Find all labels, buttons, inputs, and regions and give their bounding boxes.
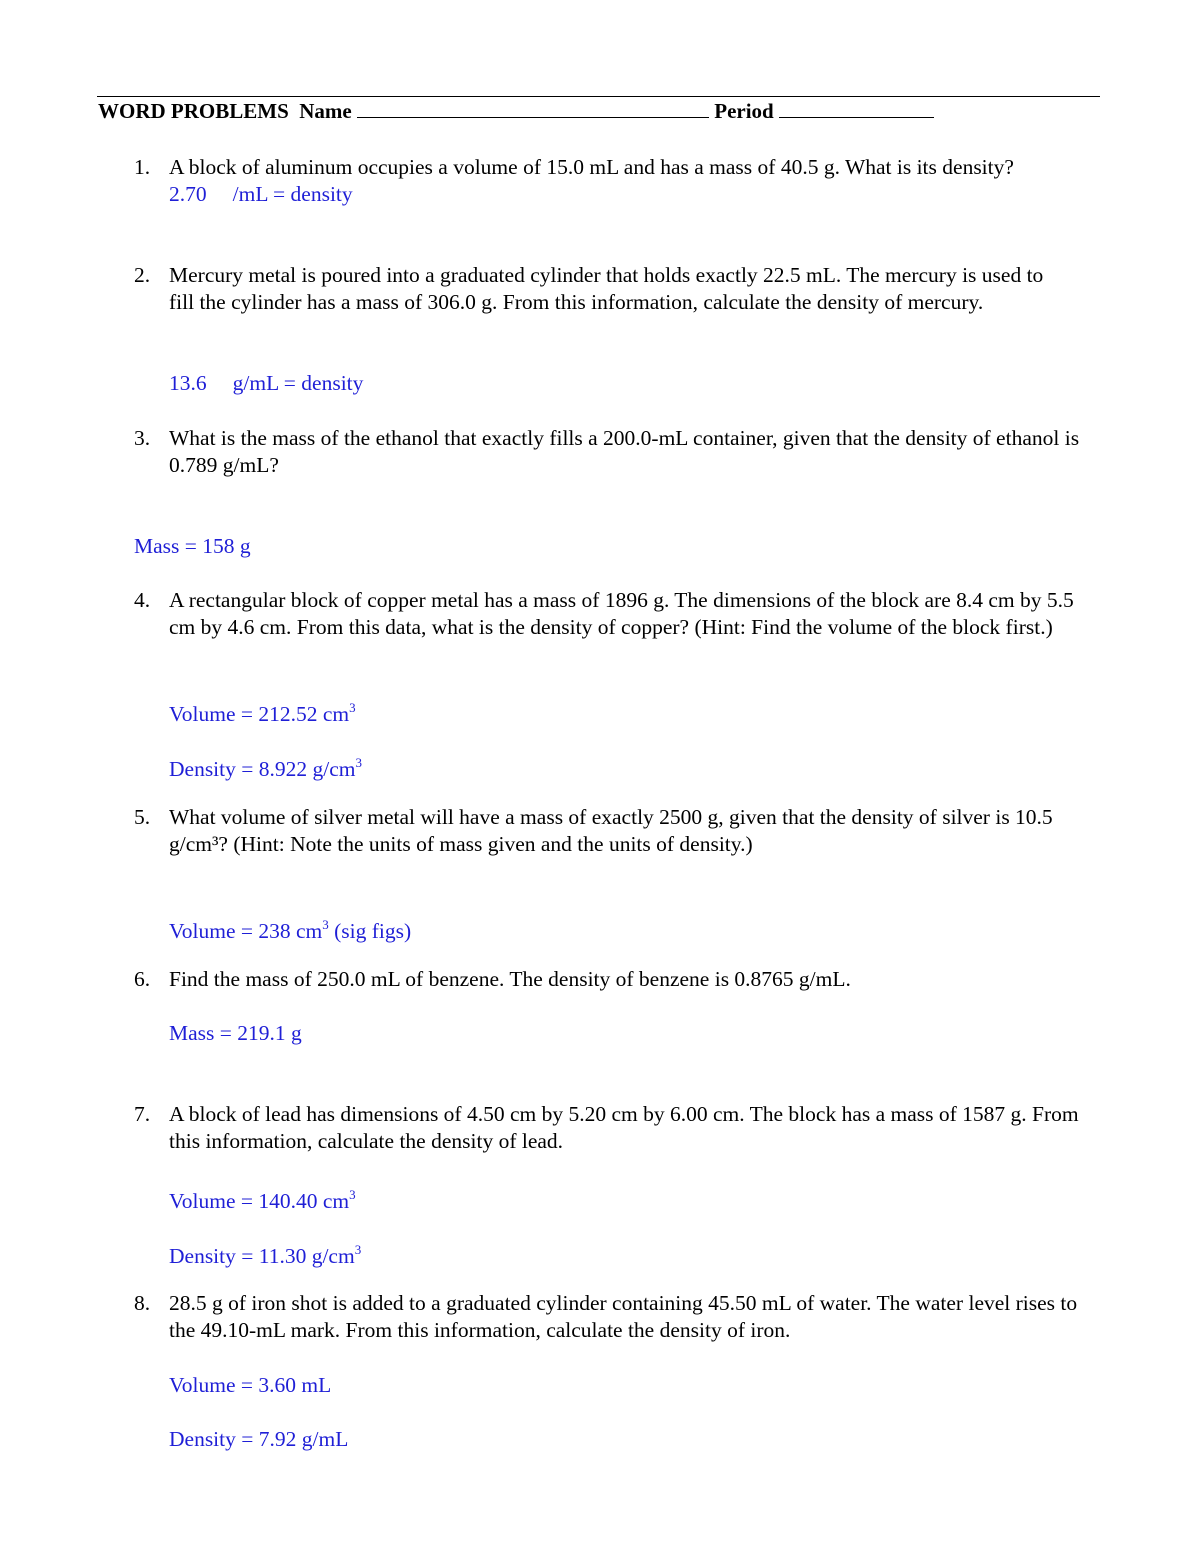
problem-text: A rectangular block of copper metal has a mass of 1896 g. The dimensions of the block are 8.4 cm by 5.5 cm by 4.6 cm. From this data, what is the density of copper? (Hint: Find the volume of the block first.) [169, 588, 1074, 639]
answer-value: Volume = 3.60 mL [169, 1373, 332, 1397]
problem-text: A block of lead has dimensions of 4.50 cm by 5.20 cm by 6.00 cm. The block has a mass of 1587 g. From this information, calculate the density of lead. [169, 1102, 1079, 1153]
answer-value: 13.6 [169, 371, 207, 395]
answer-6 [169, 1020, 302, 1047]
answer-value: Mass = 158 g [134, 534, 251, 558]
answer-4-density [169, 750, 362, 783]
problem-number: 6. [134, 967, 151, 991]
answer-7-volume [169, 1182, 356, 1215]
answer-5 [169, 912, 411, 945]
answer-1 [169, 181, 353, 208]
answer-value: Density = 8.922 g/cm [169, 757, 356, 782]
answer-8-volume [169, 1372, 331, 1399]
answer-value: Mass = 219.1 g [169, 1021, 302, 1045]
name-label: Name [299, 99, 352, 123]
superscript: 3 [354, 1242, 362, 1257]
problem-text: Find the mass of 250.0 mL of benzene. The density of benzene is 0.8765 g/mL. [169, 967, 851, 991]
problem-number: 7. [134, 1102, 151, 1126]
name-blank [357, 99, 709, 118]
problem-text: 28.5 g of iron shot is added to a graduated cylinder containing 45.50 mL of water. The water level rises to the 49.10-mL mark. From this information, calculate the density of iron. [169, 1291, 1078, 1342]
problem-number: 8. [134, 1291, 151, 1315]
period-label: Period [714, 99, 774, 123]
answer-value: Density = 7.92 g/mL [169, 1427, 349, 1451]
problem-number: 4. [134, 588, 151, 612]
period-blank [779, 99, 934, 118]
answer-2 [169, 370, 363, 397]
problem-number: 5. [134, 805, 151, 829]
top-rule [97, 96, 1100, 97]
problem-text: A block of aluminum occupies a volume of 15.0 mL and has a mass of 40.5 g. What is its density? [169, 155, 1014, 179]
worksheet-header [98, 99, 934, 124]
answer-3 [134, 533, 251, 560]
worksheet-title: WORD PROBLEMS [98, 99, 289, 123]
answer-value: Volume = 140.40 cm [169, 1189, 350, 1214]
answer-unit: g/mL = density [232, 371, 364, 395]
answer-unit: /mL = density [232, 182, 353, 206]
superscript: 3 [355, 755, 362, 770]
superscript: 3 [349, 1187, 356, 1202]
superscript: 3 [349, 700, 356, 715]
problem-number: 1. [134, 155, 151, 179]
answer-4-volume [169, 695, 356, 728]
answer-value: Volume = 238 cm [169, 919, 323, 944]
superscript: 3 [322, 917, 329, 932]
problem-number: 2. [134, 263, 151, 287]
problem-text: Mercury metal is poured into a graduated cylinder that holds exactly 22.5 mL. The mercury is used to fill the cylinder has a mass of 306.0 g. From this information, calculate the density of mercury. [169, 263, 1044, 314]
answer-8-density [169, 1426, 348, 1453]
answer-value: 2.70 [169, 182, 207, 206]
problem-number: 3. [134, 426, 151, 450]
answer-value: Volume = 212.52 cm [169, 702, 350, 727]
answer-note: (sig figs) [334, 919, 412, 944]
answer-value: Density = 11.30 g/cm [169, 1244, 355, 1269]
problem-text: What is the mass of the ethanol that exactly fills a 200.0-mL container, given that the density of ethanol is 0.789 g/mL? [169, 426, 1080, 477]
answer-7-density [169, 1237, 361, 1270]
problem-text: What volume of silver metal will have a mass of exactly 2500 g, given that the density of silver is 10.5 g/cm³? (Hint: Note the units of mass given and the units of density.) [169, 805, 1053, 856]
